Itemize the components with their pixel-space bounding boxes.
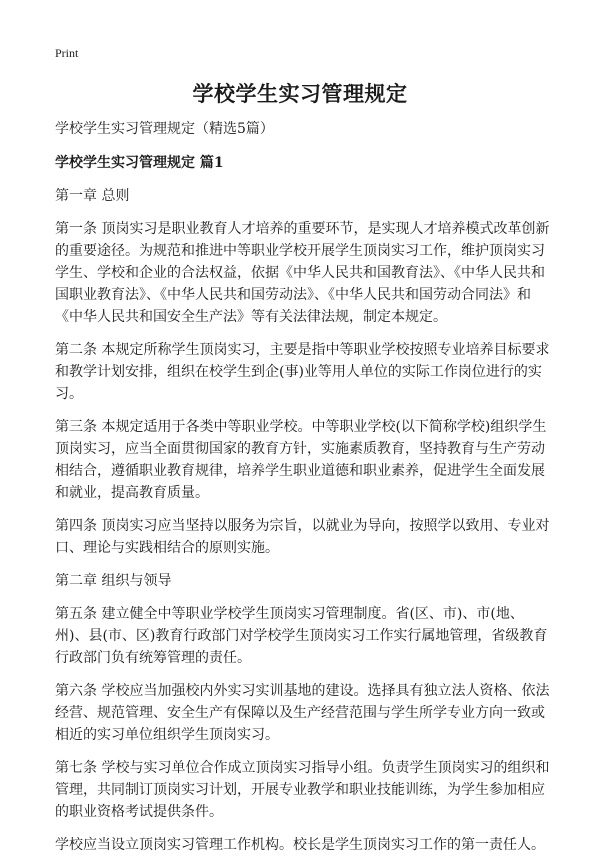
article-paragraph: 第二条 本规定所称学生顶岗实习，主要是指中等职业学校按照专业培养目标要求和教学计划安排，组织在校学生到企(事)业等用人单位的实际工作岗位进行的实习。 — [55, 342, 550, 402]
article-paragraph: 第七条 学校与实习单位合作成立顶岗实习指导小组。负责学生顶岗实习的组织和管理，共同制订顶岗实习计划，开展专业教学和职业技能训练，为学生参加相应的职业资格考试提供条件。 — [55, 760, 550, 820]
document-subtitle: 学校学生实习管理规定（精选5篇） — [55, 121, 274, 137]
article-paragraph: 第三条 本规定适用于各类中等职业学校。中等职业学校(以下简称学校)组织学生顶岗实习，应当全面贯彻国家的教育方针，实施素质教育，坚持教育与生产劳动相结合，遵循职业教育规律，培养学生职业道德和职业素养，促进学生全面发展和就业，提高教育质量。 — [55, 419, 547, 501]
article-paragraph: 第一条 顶岗实习是职业教育人才培养的重要环节，是实现人才培养模式改革创新的重要途径。为规范和推进中等职业学校开展学生顶岗实习工作，维护顶岗实习学生、学校和企业的合法权益，依据《中华人民共和国教育法》、《中华人民共和国职业教育法》、《中华人民共和国劳动法》、《中华人民共和国劳动合同法》和《中华人民共和国安全生产法》等有关法律法规，制定本规定。 — [55, 221, 550, 325]
page-title: 学校学生实习管理规定 — [192, 81, 408, 106]
chapter-heading: 第二章 组织与领导 — [55, 573, 172, 589]
print-link[interactable]: Print — [55, 46, 79, 60]
chapter-heading: 第一章 总则 — [55, 188, 130, 204]
article-paragraph: 第四条 顶岗实习应当坚持以服务为宗旨，以就业为导向，按照学以致用、专业对口、理论与实践相结合的原则实施。 — [55, 518, 550, 556]
article-paragraph: 第五条 建立健全中等职业学校学生顶岗实习管理制度。省(区、市)、市(地、州)、县(市、区)教育行政部门对学校学生顶岗实习工作实行属地管理，省级教育行政部门负有统筹管理的责任。 — [55, 606, 548, 666]
document-body — [55, 118, 555, 867]
article-paragraph: 第六条 学校应当加强校内外实习实训基地的建设。选择具有独立法人资格、依法经营、规范管理、安全生产有保障以及生产经营范围与学生所学专业方向一致或相近的实习单位组织学生顶岗实习。 — [55, 683, 550, 743]
section-heading: 学校学生实习管理规定 篇1 — [55, 155, 224, 171]
article-paragraph: 学校应当设立顶岗实习管理工作机构。校长是学生顶岗实习工作的第一责任人。 — [55, 837, 545, 853]
